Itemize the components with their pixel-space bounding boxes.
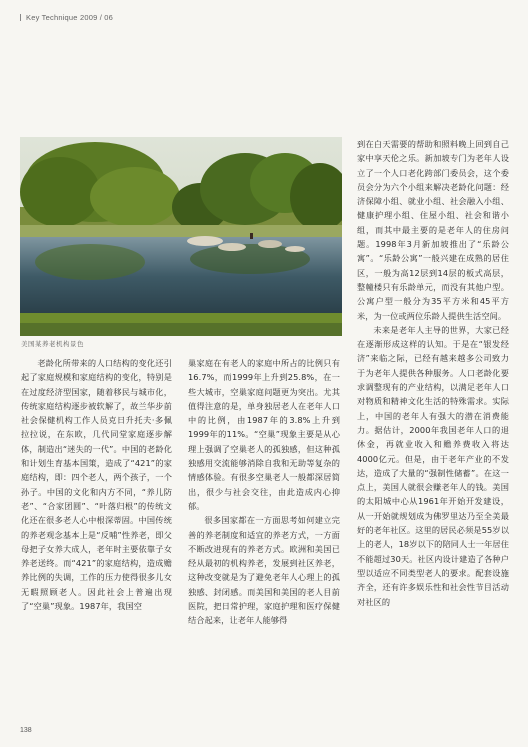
article-column-1 <box>21 356 172 613</box>
page-number: 138 <box>20 727 32 734</box>
header-divider <box>20 14 21 21</box>
article-paragraph: 很多国家都在一方面思考如何建立完善的养老制度和适宜的养老方式，一方面不断改进现有的养老方式。欧洲和美国已经从最初的机构养老，发展到社区养老，这种改变就是为了避免老年人心理上的孤独感、封闭感。而美国和美国的老人目前医院，把日常护理，家庭护理和医疗保健结合起来，让老年人能够得 <box>188 515 340 626</box>
article-column-3 <box>357 137 509 609</box>
lake-park-photo <box>20 137 342 336</box>
running-header <box>20 13 113 22</box>
article-column-2 <box>188 356 340 628</box>
photo-caption: 美国某养老机构景色 <box>21 340 84 348</box>
article-paragraph: 未来是老年人主导的世界，大家已经在逐渐形成这样的认知。于是在“银发经济”来临之际，已经有越来越多公司致力于为老年人提供各种服务。人口老龄化要求调整现有的产业结构，以满足老年人口对物质和精神文化生活的特殊需求。实际上，中国的老年人有强大的潜在消费能力。据估计，2000年我国老年人口的退休金，再就业收入和赡养费收入将达4000亿元。但是，由于老年产业的不发达，造成了大量的“强制性储蓄”。在这一点上，美国人就很会赚老年人的钱。美国的太阳城中心从1961年开始开发建设，从一开始就规划成为佛罗里达乃至全美最好的老年社区。这里的居民必须是55岁以上的老人，18岁以下的陪同人士一年居住不能超过30天。社区内设计建造了各种户型以适应不同类型老人的要求。配套设施齐全，还有许多娱乐性和社会性节目活动对社区的 <box>357 324 509 607</box>
article-paragraph: 到在白天需要的帮助和照料晚上回到自己家中享天伦之乐。新加坡专门为老年人设立了一个人口老化跨部门委员会，这个委员会分为六个小组来解决老龄化问题：经济保障小组、就业小组、社会融入小组、健康护理小组、住屋小组、社会和谐小组，而其中最主要的是老年人的住房问题。1998年3月新加坡推出了“乐龄公寓”。“乐龄公寓”一般兴建在成熟的居住区，一般为高12层到14层的板式高层，整幢楼只有乐龄单元，而没有其他户型。公寓户型一般分为35平方米和45平方米，为一位或两位乐龄人提供生活空间。 <box>357 139 509 321</box>
article-paragraph: 老龄化所带来的人口结构的变化还引起了家庭规模和家庭结构的变化，特别是在过度经济型国家，随着移民与城市化，传统家庭结构逐步被软解了，故兰华步前社会保健机构工作人员克日升托夫·多佩拉拉说，在东欧，几代同堂家庭逐步解体，制造出“迷失的一代”。中国的老龄化和计划生育基本国策，造成了“421”的家庭结构，即：四个老人，两个孩子，一个孙子。中国的文化和内方不同，“养儿防老”、“合家团圆”、“叶落归根”的传统文化还在很多老人心中根深蒂固。中国传统的养老观念基本上是“反哺”性养老，即父母把子女养大成人，老年时主要依靠子女养老送终。而“421”的家庭结构，造成赡养比例的失调，工作的压力使得很多儿女无暇照顾老人。因此社会上普遍出现了“空巢”现象。1987年，我国空 <box>21 358 172 612</box>
photo-illustration <box>20 137 342 336</box>
header-issue: 2009 / 06 <box>79 13 114 22</box>
header-section: Key Technique <box>26 13 78 22</box>
article-paragraph: 巢家庭在有老人的家庭中所占的比例只有16.7%，而1999年上升到25.8%，在一些大城市，空巢家庭问题更为突出。尤其值得注意的是，单身独居老人在老年人口中的比例，由1987年的3.8%上升到1999年的11%。“空巢”现象主要是从心理上强调了空巢老人的孤独感，但这种孤独感用交流能够消除自我和无助等复杂的情感体验。有很多空巢老人一般都深居简出，很少与社会交往，由此造成内心抑郁。 <box>188 358 340 511</box>
